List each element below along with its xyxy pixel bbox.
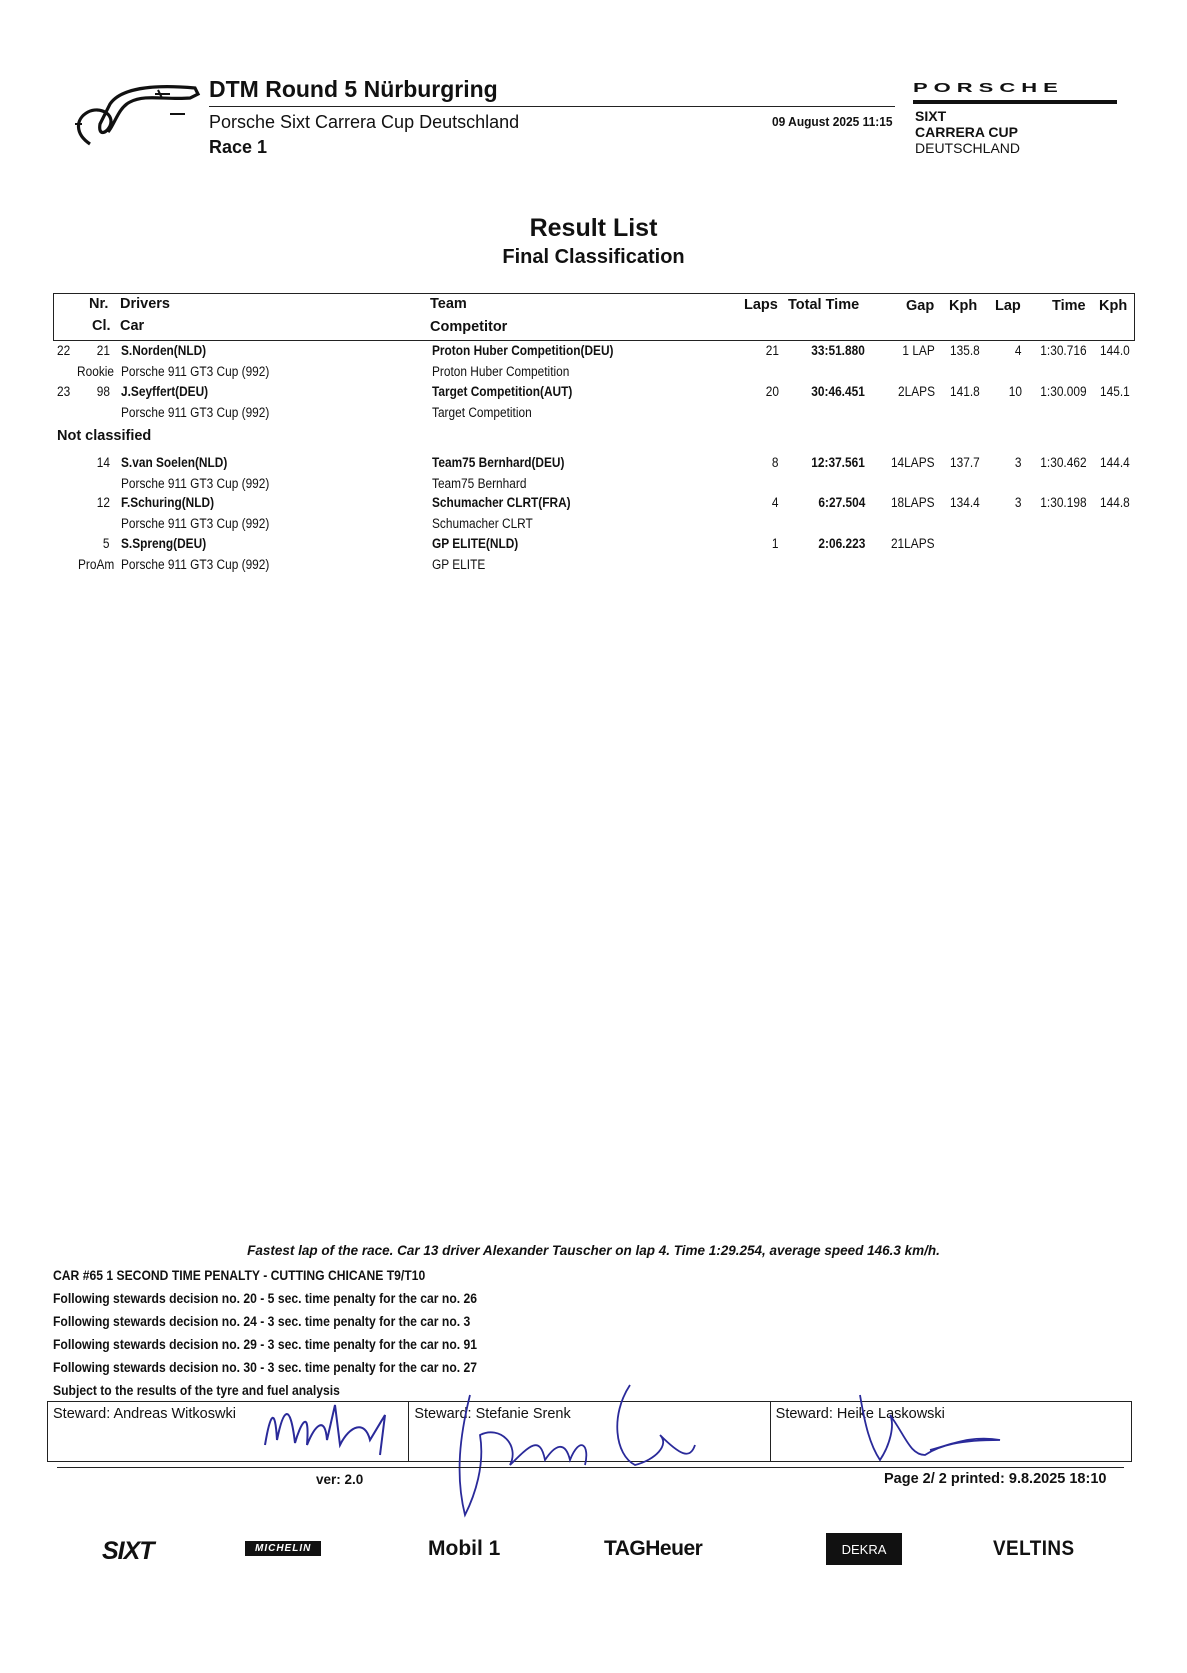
brand-line-2: CARRERA CUP (915, 124, 1018, 140)
col-nr: Nr. (89, 296, 109, 312)
table-header (53, 293, 1135, 341)
session-date: 09 August 2025 11:15 (772, 114, 893, 129)
cell-gap: 1 LAP (902, 343, 935, 358)
cell-driver: J.Seyffert(DEU) (121, 384, 209, 399)
event-title: DTM Round 5 Nürburgring (209, 76, 498, 102)
cell-cl: ProAm (77, 557, 114, 572)
sponsor-michelin-logo: MICHELIN (245, 1541, 321, 1556)
document-subtitle: Final Classification (502, 246, 685, 268)
session-name: Race 1 (209, 137, 268, 157)
sponsor-sixt-logo: SIXT (102, 1537, 154, 1565)
stewards-box (47, 1401, 1132, 1462)
cell-driver: F.Schuring(NLD) (121, 495, 215, 510)
cell-competitor: GP ELITE (432, 557, 486, 572)
col-total-time: Total Time (788, 297, 860, 313)
cell-team: Proton Huber Competition(DEU) (432, 343, 614, 358)
not-classified-heading: Not classified (57, 428, 152, 444)
cell-kph: 141.8 (950, 384, 980, 399)
cell-laps: 21 (765, 343, 779, 358)
col-time: Time (1052, 298, 1086, 314)
header-divider (209, 106, 895, 107)
cell-competitor: Target Competition (432, 405, 532, 420)
track-logo-icon (70, 74, 205, 154)
note-line: CAR #65 1 SECOND TIME PENALTY - CUTTING CHICANE T9/T10 (53, 1268, 426, 1283)
cell-laps: 4 (772, 495, 779, 510)
brand-line-1: SIXT (915, 108, 947, 124)
steward-3: Steward: Heike Laskowski (775, 1406, 945, 1422)
sponsor-dekra-logo: DEKRA (826, 1533, 902, 1565)
col-team: Team (430, 296, 467, 312)
brand-divider (913, 100, 1117, 104)
cell-kph: 135.8 (950, 343, 980, 358)
col-car: Car (120, 318, 145, 334)
cell-team: Team75 Bernhard(DEU) (432, 455, 565, 470)
cell-total-time: 30:46.451 (811, 384, 865, 399)
cell-team: Target Competition(AUT) (432, 384, 573, 399)
cell-best-lap: 10 (1008, 384, 1022, 399)
cell-gap: 21LAPS (891, 536, 935, 551)
cell-gap: 2LAPS (898, 384, 935, 399)
cell-best-time: 1:30.009 (1040, 384, 1087, 399)
col-lap: Lap (995, 298, 1021, 314)
cell-best-time: 1:30.198 (1040, 495, 1087, 510)
col-kph-best: Kph (1099, 298, 1128, 314)
cell-car: Porsche 911 GT3 Cup (992) (121, 516, 270, 531)
version-label: ver: 2.0 (316, 1472, 364, 1487)
cell-competitor: Proton Huber Competition (432, 364, 570, 379)
cell-best-lap: 3 (1015, 455, 1022, 470)
cell-total-time: 2:06.223 (818, 536, 865, 551)
cell-pos: 23 (57, 384, 71, 399)
cell-car: Porsche 911 GT3 Cup (992) (121, 557, 270, 572)
cell-best-time: 1:30.462 (1040, 455, 1087, 470)
cell-competitor: Schumacher CLRT (432, 516, 533, 531)
page-info: Page 2/ 2 printed: 9.8.2025 18:10 (884, 1471, 1107, 1487)
note-line: Following stewards decision no. 24 - 3 sec. time penalty for the car no. 3 (53, 1314, 471, 1329)
cell-best-kph: 144.0 (1100, 343, 1130, 358)
series-name: Porsche Sixt Carrera Cup Deutschland (209, 112, 520, 132)
cell-nr: 5 (103, 536, 110, 551)
col-kph: Kph (949, 298, 978, 314)
cell-driver: S.Spreng(DEU) (121, 536, 207, 551)
cell-car: Porsche 911 GT3 Cup (992) (121, 405, 270, 420)
cell-team: GP ELITE(NLD) (432, 536, 519, 551)
cell-laps: 1 (772, 536, 779, 551)
cell-best-kph: 145.1 (1100, 384, 1130, 399)
cell-nr: 98 (96, 384, 110, 399)
cell-best-lap: 3 (1015, 495, 1022, 510)
cell-total-time: 6:27.504 (818, 495, 865, 510)
note-line: Following stewards decision no. 29 - 3 sec. time penalty for the car no. 91 (53, 1337, 478, 1352)
cell-laps: 20 (765, 384, 779, 399)
cell-kph: 137.7 (950, 455, 980, 470)
porsche-logo: PORSCHE (913, 80, 1064, 95)
cell-total-time: 33:51.880 (811, 343, 865, 358)
cell-laps: 8 (772, 455, 779, 470)
cell-nr: 14 (96, 455, 110, 470)
col-competitor: Competitor (430, 319, 508, 335)
steward-2: Steward: Stefanie Srenk (409, 1402, 770, 1461)
cell-cl: Rookie (77, 364, 114, 379)
sponsor-mobil-logo: Mobil 1 (428, 1537, 501, 1560)
steward-1: Steward: Andreas Witkoswki (48, 1402, 409, 1461)
document-title: Result List (529, 214, 658, 242)
note-line: Subject to the results of the tyre and fuel analysis (53, 1383, 340, 1398)
brand-line-3: DEUTSCHLAND (915, 140, 1021, 156)
cell-driver: S.van Soelen(NLD) (121, 455, 228, 470)
sponsor-tagheuer-logo: TAGHeuer (604, 1537, 703, 1560)
col-gap: Gap (906, 298, 935, 314)
cell-car: Porsche 911 GT3 Cup (992) (121, 476, 270, 491)
cell-nr: 21 (96, 343, 110, 358)
footer-divider (57, 1467, 1124, 1468)
cell-car: Porsche 911 GT3 Cup (992) (121, 364, 270, 379)
cell-best-kph: 144.4 (1100, 455, 1130, 470)
col-drivers: Drivers (120, 296, 170, 312)
cell-best-kph: 144.8 (1100, 495, 1130, 510)
cell-team: Schumacher CLRT(FRA) (432, 495, 571, 510)
cell-competitor: Team75 Bernhard (432, 476, 527, 491)
fastest-lap-note: Fastest lap of the race. Car 13 driver Alexander Tauscher on lap 4. Time 1:29.254, average speed 146.3 km/h. (247, 1243, 940, 1258)
sponsor-veltins-logo: VELTINS (993, 1537, 1075, 1560)
cell-gap: 18LAPS (891, 495, 935, 510)
col-cl: Cl. (92, 318, 111, 334)
col-laps: Laps (744, 297, 778, 313)
note-line: Following stewards decision no. 20 - 5 sec. time penalty for the car no. 26 (53, 1291, 478, 1306)
note-line: Following stewards decision no. 30 - 3 sec. time penalty for the car no. 27 (53, 1360, 478, 1375)
cell-pos: 22 (57, 343, 71, 358)
cell-best-lap: 4 (1015, 343, 1022, 358)
cell-driver: S.Norden(NLD) (121, 343, 207, 358)
cell-kph: 134.4 (950, 495, 980, 510)
cell-best-time: 1:30.716 (1040, 343, 1087, 358)
cell-gap: 14LAPS (891, 455, 935, 470)
cell-nr: 12 (96, 495, 110, 510)
cell-total-time: 12:37.561 (811, 455, 865, 470)
